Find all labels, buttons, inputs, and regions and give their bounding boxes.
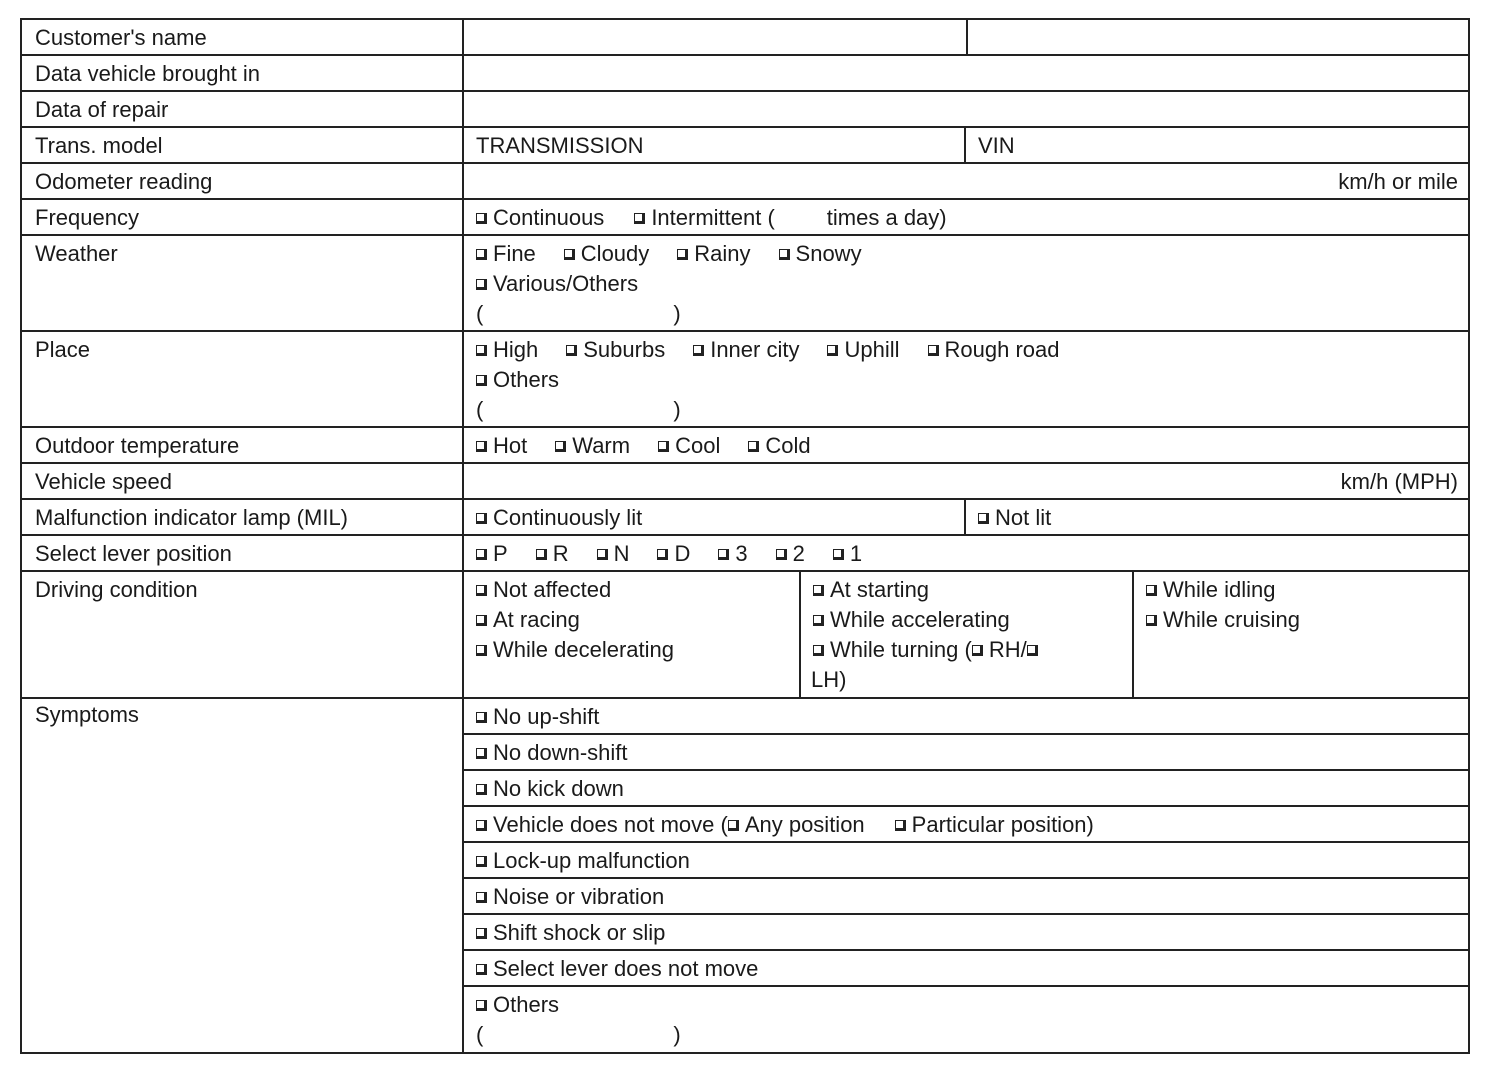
option-while-cruising[interactable] <box>1146 605 1468 635</box>
vehicle-speed-label: Vehicle speed <box>22 464 464 498</box>
option-while-decelerating[interactable] <box>476 635 799 665</box>
option-label: Intermittent ( <box>651 205 775 230</box>
customer-name-field[interactable] <box>464 20 968 54</box>
paren-open: ( <box>476 1022 484 1047</box>
paren-open: ( <box>476 397 484 422</box>
option-while-accelerating[interactable] <box>813 605 1134 635</box>
option-at-racing[interactable] <box>476 605 799 635</box>
option-label: Continuous <box>493 205 605 230</box>
checkbox-icon <box>476 585 487 596</box>
option-intermittent[interactable] <box>634 205 946 230</box>
option-suburbs[interactable] <box>566 335 665 365</box>
option-lock-up-malfunction[interactable] <box>462 843 1468 879</box>
date-brought-in-label: Data vehicle brought in <box>22 56 464 90</box>
times-a-day-text: times a day) <box>826 205 947 230</box>
checkbox-icon <box>748 441 759 452</box>
checkbox-icon <box>978 513 989 524</box>
option-label: Cloudy <box>580 241 650 266</box>
option-cool[interactable] <box>658 431 720 461</box>
option-label: P <box>493 541 508 566</box>
place-others-field[interactable] <box>476 395 1468 425</box>
checkbox-icon <box>728 820 739 831</box>
weather-label: Weather <box>22 236 464 330</box>
checkbox-icon <box>476 645 487 656</box>
checkbox-icon <box>476 213 487 224</box>
option-label: Vehicle does not move ( <box>493 812 728 837</box>
row-date-of-repair <box>22 92 1468 128</box>
checkbox-icon <box>476 748 487 759</box>
vehicle-speed-unit: km/h (MPH) <box>1340 469 1458 494</box>
checkbox-icon <box>1146 585 1157 596</box>
checkbox-icon <box>827 345 838 356</box>
option-label: Not lit <box>995 505 1052 530</box>
checkbox-icon <box>476 279 487 290</box>
option-while-turning[interactable] <box>813 635 1134 665</box>
option-label: R <box>552 541 569 566</box>
option-at-starting[interactable] <box>813 575 1134 605</box>
option-label: Cold <box>765 433 811 458</box>
option-d[interactable] <box>657 539 690 569</box>
checkbox-icon <box>813 585 824 596</box>
driving-col-3 <box>1132 572 1468 697</box>
lever-options <box>464 536 1468 570</box>
row-vehicle-speed <box>22 464 1468 500</box>
option-label: Continuously lit <box>493 505 643 530</box>
option-label: Fine <box>493 241 536 266</box>
option-various-others[interactable] <box>476 269 1468 299</box>
checkbox-icon <box>634 213 645 224</box>
row-outdoor-temperature <box>22 428 1468 464</box>
option-fine[interactable] <box>476 239 536 269</box>
checkbox-icon <box>779 249 790 260</box>
option-high[interactable] <box>476 335 538 365</box>
checkbox-icon <box>1146 615 1157 626</box>
row-frequency <box>22 200 1468 236</box>
option-label: 1 <box>849 541 863 566</box>
option-label: Cool <box>675 433 721 458</box>
option-n[interactable] <box>597 539 630 569</box>
checkbox-icon <box>677 249 688 260</box>
option-warm[interactable] <box>555 431 630 461</box>
option-label: While decelerating <box>493 637 674 662</box>
checkbox-icon <box>476 820 487 831</box>
option-label: While idling <box>1163 577 1276 602</box>
checkbox-icon <box>813 615 824 626</box>
option-label: Hot <box>493 433 528 458</box>
trans-model-value[interactable]: TRANSMISSION <box>476 133 644 158</box>
checkbox-icon <box>566 345 577 356</box>
checkbox-icon <box>895 820 906 831</box>
checkbox-icon <box>476 964 487 975</box>
symptoms-label: Symptoms <box>22 699 464 1052</box>
trans-model-label: Trans. model <box>22 128 464 162</box>
driving-col-1 <box>464 572 799 697</box>
odometer-label: Odometer reading <box>22 164 464 198</box>
option-label: No down-shift <box>493 740 628 765</box>
checkbox-icon <box>555 441 566 452</box>
vin-label[interactable]: VIN <box>964 128 1468 162</box>
row-trans-model <box>22 128 1468 164</box>
checkbox-icon <box>476 615 487 626</box>
row-odometer <box>22 164 1468 200</box>
outdoor-temperature-label: Outdoor temperature <box>22 428 464 462</box>
option-vehicle-does-not-move[interactable] <box>462 807 1468 843</box>
checkbox-icon <box>658 441 669 452</box>
option-label: Lock-up malfunction <box>493 848 690 873</box>
option-continuous[interactable] <box>476 203 604 233</box>
option-no-kick-down[interactable] <box>462 771 1468 807</box>
option-cloudy[interactable] <box>564 239 649 269</box>
weather-options <box>464 236 1468 330</box>
checkbox-icon <box>476 441 487 452</box>
option-hot[interactable] <box>476 431 527 461</box>
option-label: Snowy <box>795 241 862 266</box>
row-customer-name <box>22 20 1468 56</box>
option-no-down-shift[interactable] <box>462 735 1468 771</box>
checkbox-icon <box>693 345 704 356</box>
option-rough-road[interactable] <box>928 335 1060 365</box>
temperature-options <box>464 428 1468 462</box>
checkbox-icon <box>476 375 487 386</box>
row-place <box>22 332 1468 428</box>
date-brought-in-field[interactable] <box>464 56 1468 90</box>
row-symptoms <box>22 699 1468 1052</box>
option-others[interactable] <box>476 365 1468 395</box>
option-cold[interactable] <box>748 431 810 461</box>
option-label: At racing <box>493 607 580 632</box>
option-p[interactable] <box>476 539 508 569</box>
place-label: Place <box>22 332 464 426</box>
option-continuously-lit[interactable] <box>464 500 966 534</box>
driving-condition-label: Driving condition <box>22 572 464 697</box>
option-label: Rainy <box>694 241 751 266</box>
checkbox-icon <box>657 549 668 560</box>
option-label: No up-shift <box>493 704 600 729</box>
date-of-repair-label: Data of repair <box>22 92 464 126</box>
option-label: While accelerating <box>830 607 1010 632</box>
option-label: High <box>493 337 539 362</box>
checkbox-icon <box>476 345 487 356</box>
symptoms-others-field[interactable] <box>476 1020 1468 1050</box>
checkbox-icon <box>476 549 487 560</box>
option-label: 2 <box>792 541 805 566</box>
option-label: Select lever does not move <box>493 956 759 981</box>
option-symptoms-others[interactable] <box>462 987 1468 1052</box>
option-label: While turning ( <box>830 637 972 662</box>
checkbox-icon[interactable] <box>1027 645 1038 656</box>
paren-close: ) <box>673 397 681 422</box>
option-rh: RH/ <box>988 637 1027 662</box>
checkbox-icon <box>476 856 487 867</box>
checkbox-icon <box>564 249 575 260</box>
option-label: Not affected <box>493 577 612 602</box>
checkbox-icon <box>476 892 487 903</box>
customer-name-field-2[interactable] <box>966 20 1468 54</box>
option-shift-shock-or-slip[interactable] <box>462 915 1468 951</box>
option-label: Any position <box>744 812 865 837</box>
option-label: Warm <box>572 433 631 458</box>
checkbox-icon <box>718 549 729 560</box>
option-label: No kick down <box>493 776 624 801</box>
option-any-position[interactable] <box>728 812 865 837</box>
checkbox-icon <box>776 549 787 560</box>
option-noise-or-vibration[interactable] <box>462 879 1468 915</box>
odometer-unit: km/h or mile <box>1338 169 1458 194</box>
checkbox-icon <box>813 645 824 656</box>
option-label: Various/Others <box>493 271 639 296</box>
diagnostic-worksheet <box>20 18 1470 1054</box>
checkbox-icon <box>536 549 547 560</box>
checkbox-icon[interactable] <box>972 645 983 656</box>
row-date-brought-in <box>22 56 1468 92</box>
checkbox-icon <box>476 249 487 260</box>
option-3[interactable] <box>718 539 747 569</box>
option-label: Uphill <box>844 337 900 362</box>
option-label: Particular position) <box>911 812 1094 837</box>
option-label: Rough road <box>944 337 1060 362</box>
row-select-lever <box>22 536 1468 572</box>
date-of-repair-field[interactable] <box>464 92 1468 126</box>
checkbox-icon <box>476 712 487 723</box>
frequency-options <box>464 200 1468 234</box>
option-inner-city[interactable] <box>693 335 799 365</box>
option-uphill[interactable] <box>827 335 899 365</box>
option-snowy[interactable] <box>779 239 862 269</box>
option-label: While cruising <box>1163 607 1300 632</box>
option-2[interactable] <box>776 539 805 569</box>
option-not-affected[interactable] <box>476 575 799 605</box>
option-label: Inner city <box>710 337 800 362</box>
option-select-lever-does-not-move[interactable] <box>462 951 1468 987</box>
option-while-idling[interactable] <box>1146 575 1468 605</box>
checkbox-icon <box>476 513 487 524</box>
odometer-field[interactable] <box>464 164 1468 198</box>
row-driving-condition <box>22 572 1468 699</box>
paren-open: ( <box>476 301 484 326</box>
option-label: At starting <box>830 577 930 602</box>
option-label: Shift shock or slip <box>493 920 666 945</box>
select-lever-label: Select lever position <box>22 536 464 570</box>
paren-close: ) <box>673 1022 681 1047</box>
checkbox-icon <box>928 345 939 356</box>
checkbox-icon <box>476 784 487 795</box>
option-label: Others <box>493 367 560 392</box>
checkbox-icon <box>597 549 608 560</box>
vehicle-speed-field[interactable] <box>464 464 1468 498</box>
checkbox-icon <box>476 928 487 939</box>
option-label: Noise or vibration <box>493 884 665 909</box>
option-particular-position[interactable] <box>895 812 1094 837</box>
frequency-label: Frequency <box>22 200 464 234</box>
driving-col-2 <box>799 572 1134 697</box>
checkbox-icon <box>476 1000 487 1011</box>
option-rainy[interactable] <box>677 239 750 269</box>
checkbox-icon <box>833 549 844 560</box>
customer-name-label: Customer's name <box>22 20 464 54</box>
option-label: Others <box>493 992 560 1017</box>
option-label: 3 <box>735 541 748 566</box>
paren-close: ) <box>673 301 681 326</box>
option-label: N <box>613 541 630 566</box>
place-options <box>464 332 1468 426</box>
option-lh: LH) <box>811 667 847 692</box>
option-not-lit[interactable] <box>964 500 1468 534</box>
option-label: D <box>674 541 691 566</box>
option-r[interactable] <box>536 539 569 569</box>
option-no-up-shift[interactable] <box>462 699 1468 735</box>
row-mil <box>22 500 1468 536</box>
weather-others-field[interactable] <box>476 299 1468 329</box>
row-weather <box>22 236 1468 332</box>
option-label: Suburbs <box>583 337 666 362</box>
option-1[interactable] <box>833 539 862 569</box>
mil-label: Malfunction indicator lamp (MIL) <box>22 500 464 534</box>
